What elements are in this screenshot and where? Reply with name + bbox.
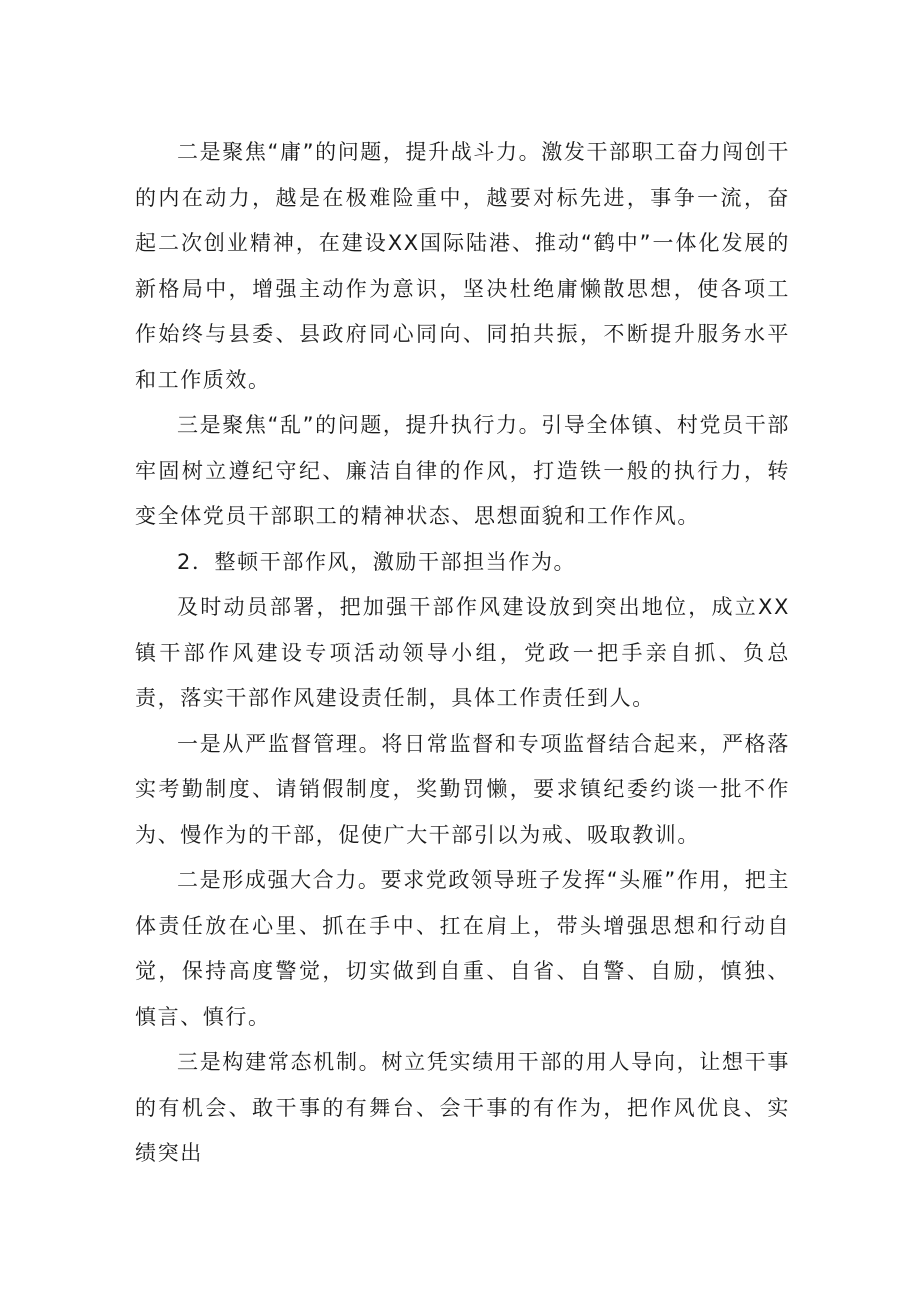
document-body [135,130,790,1177]
paragraph-focus-disorder: 三是聚焦“乱”的问题，提升执行力。引导全体镇、村党员干部牢固树立遵纪守纪、廉洁自律的作风，打造铁一般的执行力，转变全体党员干部职工的精神状态、思想面貌和工作作风。 [135,413,790,528]
paragraph-strict-supervision: 一是从严监督管理。将日常监督和专项监督结合起来，严格落实考勤制度、请销假制度，奖勤罚懒，要求镇纪委约谈一批不作为、慢作为的干部，促使广大干部引以为戒、吸取教训。 [135,731,790,847]
paragraph-form-synergy: 二是形成强大合力。要求党政领导班子发挥“头雁”作用，把主体责任放在心里、抓在手中、扛在肩上，带头增强思想和行动自觉，保持高度警觉，切实做到自重、自省、自警、自励，慎独、慎言、慎行。 [135,868,790,1029]
paragraph-normalized-mechanism: 三是构建常态机制。树立凭实绩用干部的用人导向，让想干事的有机会、敢干事的有舞台、会干事的有作为，把作风优良、实绩突出 [135,1050,790,1165]
paragraph-mobilize-deploy: 及时动员部署，把加强干部作风建设放到突出地位，成立XX镇干部作风建设专项活动领导小组，党政一把手亲自抓、负总责，落实干部作风建设责任制，具体工作责任到人。 [135,595,790,710]
section-heading-rectify-style: 2．整顿干部作风，激励干部担当作为。 [177,549,577,574]
paragraph-focus-mediocrity: 二是聚焦“庸”的问题，提升战斗力。激发干部职工奋力闯创干的内在动力，越是在极难险重中，越要对标先进，事争一流，奋起二次创业精神，在建设XX国际陆港、推动“鹤中”一体化发展的新格局中，增强主动作为意识，坚决杜绝庸懒散思想，使各项工作始终与县委、县政府同心同向、同拍共振，不断提升服务水平和工作质效。 [135,140,790,392]
